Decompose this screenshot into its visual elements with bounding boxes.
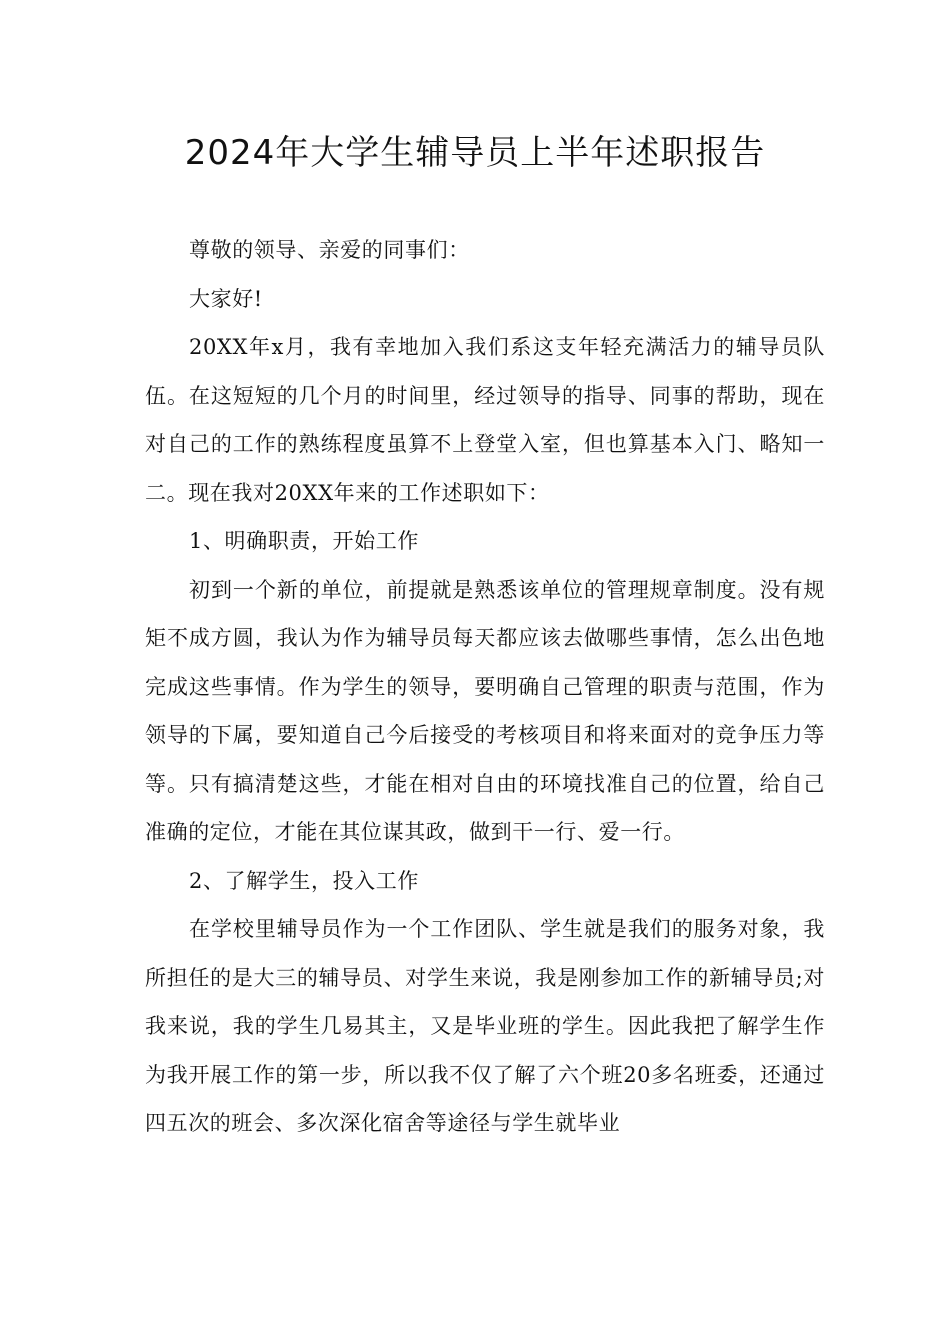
section-heading-1: 1、明确职责，开始工作 (189, 529, 419, 553)
greeting: 大家好! (189, 286, 263, 311)
salutation: 尊敬的领导、亲爱的同事们： (189, 238, 470, 262)
section-1-paragraph: 初到一个新的单位，前提就是熟悉该单位的管理规章制度。没有规矩不成方圆，我认为作为辅导员每天都应该去做哪些事情，怎么出色地完成这些事情。作为学生的领导，要明确自己管理的职责与范围，作为领导的下属，要知道自己今后接受的考核项目和将来面对的竞争压力等等。只有搞清楚这些，才能在相对自由的环境找准自己的位置，给自己准确的定位，才能在其位谋其政，做到干一行、爱一行。 (145, 577, 825, 844)
section-2-paragraph: 在学校里辅导员作为一个工作团队、学生就是我们的服务对象，我所担任的是大三的辅导员、对学生来说，我是刚参加工作的新辅导员;对我来说，我的学生几易其主，又是毕业班的学生。因此我把了解学生作为我开展工作的第一步，所以我不仅了解了六个班20多名班委，还通过四五次的班会、多次深化宿舍等途径与学生就毕业 (145, 917, 825, 1135)
section-heading-2: 2、了解学生，投入工作 (189, 868, 419, 893)
intro-paragraph: 20XX年x月，我有幸地加入我们系这支年轻充满活力的辅导员队伍。在这短短的几个月的时间里，经过领导的指导、同事的帮助，现在对自己的工作的熟练程度虽算不上登堂入室，但也算基本入门、略知一二。现在我对20XX年来的工作述职如下： (145, 335, 825, 505)
document-body (145, 226, 825, 1148)
document-title: 2024年大学生辅导员上半年述职报告 (184, 133, 766, 173)
